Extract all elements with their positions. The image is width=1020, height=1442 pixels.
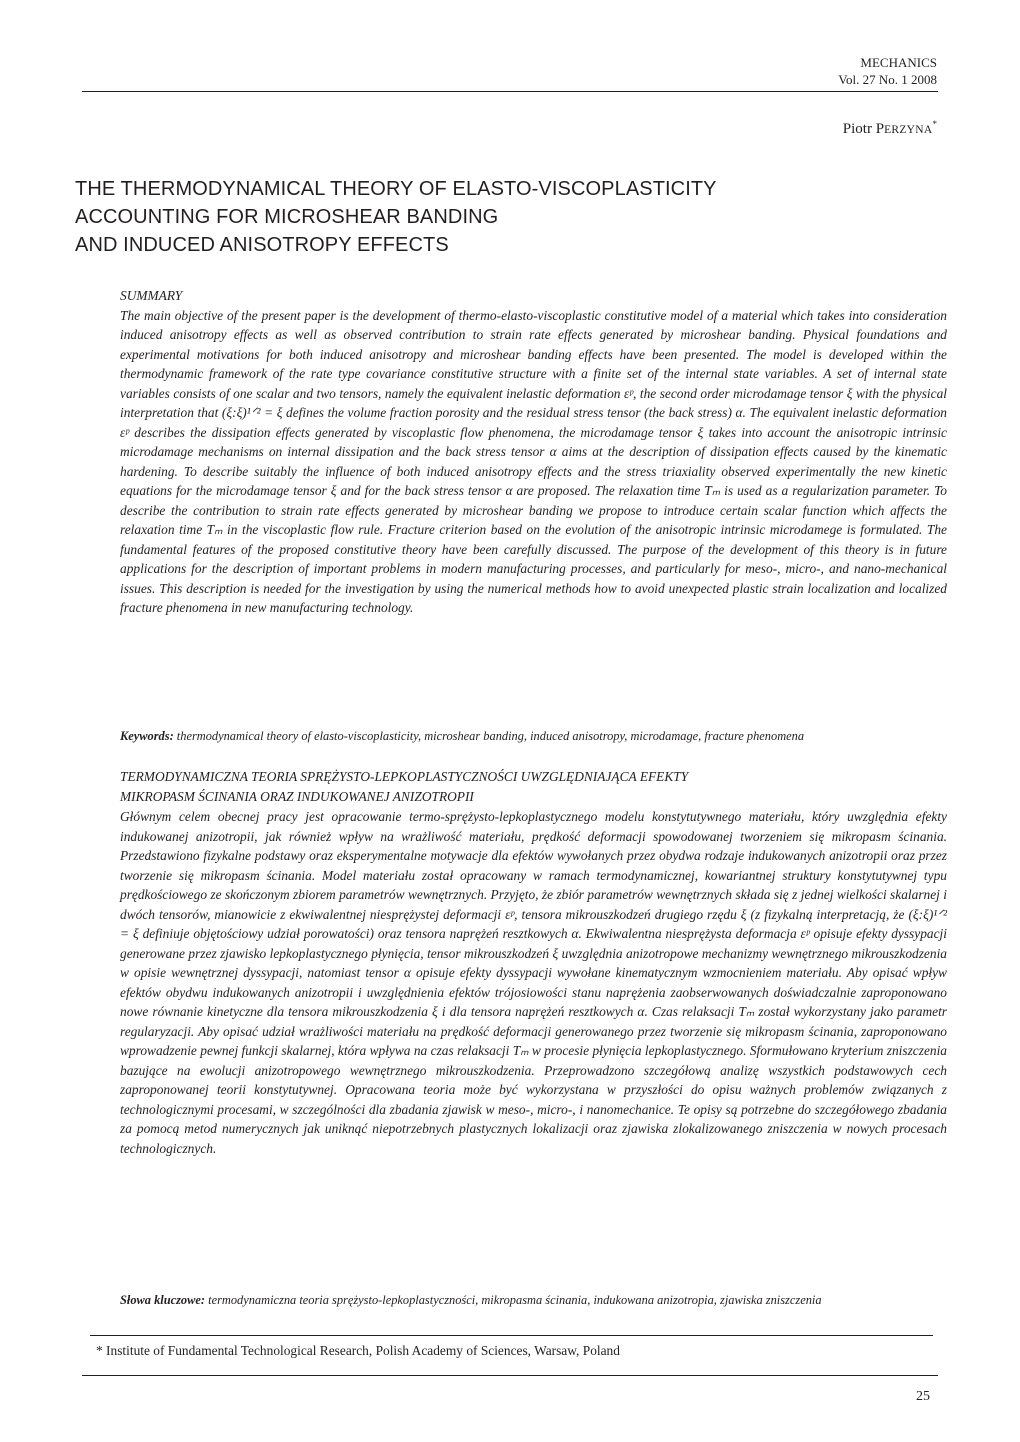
keywords xyxy=(120,727,947,745)
keywords-pl-text: termodynamiczna teoria sprężysto-lepkoplastyczności, mikropasma ścinania, indukowana anizotropia, zjawiska zniszczenia xyxy=(205,1293,822,1307)
polish-abstract-section xyxy=(120,767,947,1158)
polish-abstract-text: Głównym celem obecnej pracy jest opracowanie termo-sprężysto-lepkoplastycznego modelu konstytutywnego materiału, który uwzględnia efekty indukowanej anizotropii, jak również wpływ na wrażliwość materiału, prędkość deformacji spowodowanej tworzeniem się mikropasm ścinania. Przedstawiono fizykalne podstawy oraz eksperymentalne motywacje dla efektów wywołanych przez obydwa rodzaje indukowanych anizotropii oraz przez tworzenie się mikropasm ścinania. Model materiału został opracowany w ramach termodynamicznej, kowariantnej struktury konstytutywnej typu prędkościowego ze skończonym zbiorem parametrów wewnętrznych. Przyjęto, że zbiór parametrów wewnętrznych składa się z jednej wielkości skalarnej i dwóch tensorów, mianowicie z ekwiwalentnej niesprężystej deformacji εᵖ, tensora mikrouszkodzeń drugiego rzędu ξ (z fizykalną interpretacją, że (ξ:ξ)¹ᐟ² = ξ definiuje objętościowy udział porowatości) oraz tensora naprężeń resztkowych α. Ekwiwalentna niesprężysta deformacja εᵖ opisuje efekty dyssypacji generowane przez zjawisko lepkoplastycznego płynięcia, tensor mikrouszkodzeń ξ uwzględnia anizotropowe mechanizmy wewnętrznego mikrouszkodzenia w opisie wewnętrznej dyssypacji, natomiast tensor α opisuje efekty dyssypacji wywołane kinematycznym wzmocnieniem materiału. Aby opisać wpływ efektów obydwu indukowanych anizotropii i uwzględnienia efektów trójosiowości stanu naprężenia zaobserwowanych doświadczalnie zaproponowano nowe równanie kinetyczne dla tensora mikrouszkodzenia ξ i dla tensora naprężeń resztkowych α. Czas relaksacji Tₘ został wykorzystany jako parametr regularyzacji. Aby opisać udział wrażliwości materiału na prędkość deformacji generowanego przez tworzenie się mikropasm ścinania, zaproponowano wprowadzenie pewnej funkcji skalarnej, która wpływa na czas relaksacji Tₘ w procesie płynięcia lepkoplastycznego. Sformułowano kryterium zniszczenia bazujące na ewolucji anizotropowego wewnętrznego mikrouszkodzenia. Przeprowadzono szczegółową analizę wszystkich podstawowych cech zaproponowanej teorii konstytutywnej. Opracowana teoria może być wykorzystana w przyszłości do opisu ważnych problemów związanych z technologicznymi procesami, w szczególności dla zbadania zjawisk w meso-, micro-, i nanomechanice. Te opisy są potrzebne do szczegółowego zbadania za pomocą metod numerycznych jak uniknąć niepotrzebnych plastycznych lokalizacji oraz zjawiska zlokalizowanego zniszczenia w nowych procesach technologicznych. xyxy=(120,809,947,1156)
keywords-pl-label: Słowa kluczowe: xyxy=(120,1293,206,1307)
paper-title xyxy=(75,175,955,259)
footnote-rule xyxy=(90,1335,933,1336)
summary-heading: SUMMARY xyxy=(120,288,183,303)
author-footnote-mark: * xyxy=(932,119,937,129)
affiliation-footnote: * Institute of Fundamental Technological Research, Polish Academy of Sciences, Warsaw, Poland xyxy=(96,1343,620,1358)
journal-name: MECHANICS xyxy=(860,55,937,70)
header-rule xyxy=(82,91,938,92)
title-line-3: AND INDUCED ANISOTROPY EFFECTS xyxy=(75,234,449,256)
keywords-label: Keywords: xyxy=(120,729,174,743)
polish-heading-line-2: MIKROPASM ŚCINANIA ORAZ INDUKOWANEJ ANIZOTROPII xyxy=(120,789,474,804)
journal-volume: Vol. 27 No. 1 2008 xyxy=(838,72,937,87)
keywords-text: thermodynamical theory of elasto-viscoplasticity, microshear banding, induced anisotropy, microdamage, fracture phenomena xyxy=(173,729,805,743)
bottom-rule xyxy=(82,1375,938,1376)
polish-heading-line-1: TERMODYNAMICZNA TEORIA SPRĘŻYSTO-LEPKOPLASTYCZNOŚCI UWZGLĘDNIAJĄCA EFEKTY xyxy=(120,769,689,784)
author xyxy=(843,121,937,138)
title-line-2: ACCOUNTING FOR MICROSHEAR BANDING xyxy=(75,206,499,228)
page-number: 25 xyxy=(916,1389,930,1404)
keywords-polish xyxy=(120,1291,947,1309)
author-last-name: PERZYNA xyxy=(875,121,933,137)
author-first-name: Piotr xyxy=(842,121,872,137)
summary-text: The main objective of the present paper is the development of thermo-elasto-viscoplastic constitutive model of a material which takes into consideration induced anisotropy effects as well as observed contribution to strain rate effects generated by microshear banding. Physical foundations and experimental motivations for both induced anisotropy and microshear banding effects have been presented. The model is developed within the thermodynamic framework of the rate type covariance constitutive structure with a finite set of the internal state variables. A set of internal state variables consists of one scalar and two tensors, namely the equivalent inelastic deformation εᵖ, the second order microdamage tensor ξ with the physical interpretation that (ξ:ξ)¹ᐟ² = ξ defines the volume fraction porosity and the residual stress tensor (the back stress) α. The equivalent inelastic deformation εᵖ describes the dissipation effects generated by viscoplastic flow phenomena, the microdamage tensor ξ takes into account the anisotropic intrinsic microdamage mechanisms on internal dissipation and the back stress tensor α aims at the description of dissipation effects caused by the kinematic hardening. To describe suitably the influence of both induced anisotropy effects and the stress triaxiality observed experimentally the new kinetic equations for the microdamage tensor ξ and for the back stress tensor α are proposed. The relaxation time Tₘ is used as a regularization parameter. To describe the contribution to strain rate effects generated by microshear banding we propose to introduce certain scalar function which affects the relaxation time Tₘ in the viscoplastic flow rule. Fracture criterion based on the evolution of the anisotropic intrinsic microdamege is formulated. The fundamental features of the proposed constitutive theory have been carefully discussed. The purpose of the development of this theory is in future applications for the description of important problems in modern manufacturing processes, and particularly for meso-, micro-, and nano-mechanical issues. This description is needed for the investigation by using the numerical methods how to avoid unexpected plastic strain localization and localized fracture phenomena in new manufacturing technology. xyxy=(120,307,947,615)
journal-header xyxy=(838,54,937,88)
title-line-1: THE THERMODYNAMICAL THEORY OF ELASTO-VISCOPLASTICITY xyxy=(75,178,717,200)
summary-section xyxy=(120,286,947,618)
